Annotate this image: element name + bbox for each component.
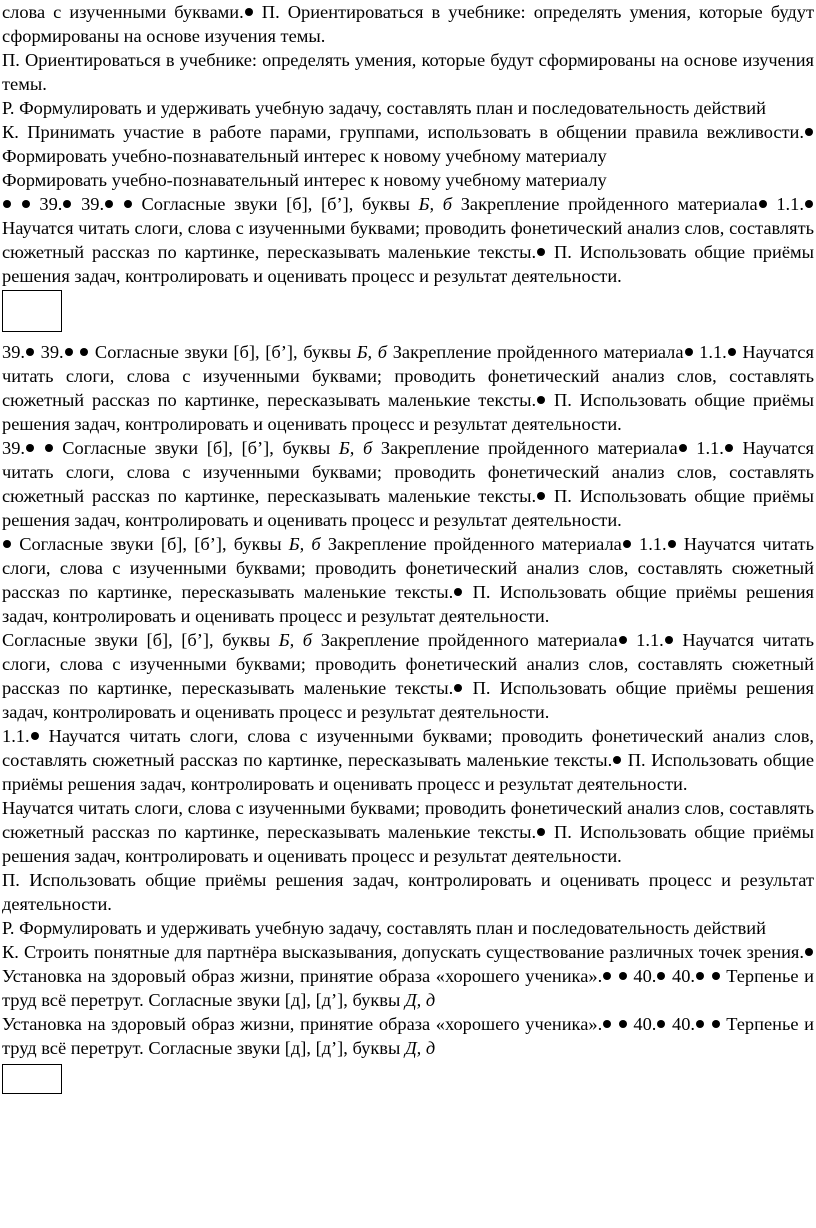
bullet-icon xyxy=(712,1020,720,1028)
text: слова с изученными буквами. xyxy=(2,2,244,22)
text: Б, б xyxy=(418,194,452,214)
bullet-icon xyxy=(454,588,462,596)
bullet-icon xyxy=(696,972,704,980)
bullet-icon xyxy=(22,200,30,208)
text: 39. xyxy=(81,194,105,214)
text: Д, д xyxy=(404,1038,436,1058)
bullet-icon xyxy=(619,1020,627,1028)
text: Научатся читать слоги, слова с изученными буквами; проводить фонетический анализ слов, составлять сюжетный рассказ по картинке, пересказывать маленькие тексты. xyxy=(2,630,815,698)
bullet-icon xyxy=(619,636,627,644)
bullet-icon xyxy=(45,444,53,452)
text: П. Использовать общие приёмы решения задач, контролировать и оценивать процесс и результат деятельности. xyxy=(2,242,814,286)
paragraph-4 xyxy=(0,120,816,168)
text: П. Использовать общие приёмы решения задач, контролировать и оценивать процесс и результат деятельности. xyxy=(2,750,814,794)
paragraph-8 xyxy=(0,436,816,532)
bullet-icon xyxy=(537,492,545,500)
text: П. Использовать общие приёмы решения задач, контролировать и оценивать процесс и результат деятельности. xyxy=(2,870,814,914)
paragraph-15 xyxy=(0,940,816,1012)
paragraph-11 xyxy=(0,724,816,796)
text: 1.1. xyxy=(636,630,664,650)
bullet-icon xyxy=(537,396,545,404)
bullet-icon xyxy=(696,1020,704,1028)
text: П. Использовать общие приёмы решения задач, контролировать и оценивать процесс и результат деятельности. xyxy=(2,390,814,434)
text: Установка на здоровый образ жизни, принятие образа «хорошего ученика». xyxy=(2,1014,603,1034)
bullet-icon xyxy=(657,972,665,980)
bullet-icon xyxy=(245,8,253,16)
bullet-icon xyxy=(80,348,88,356)
text: Научатся читать слоги, слова с изученными буквами; проводить фонетический анализ слов, составлять сюжетный рассказ по картинке, пересказывать маленькие тексты. xyxy=(2,438,814,506)
text: П. Использовать общие приёмы решения задач, контролировать и оценивать процесс и результат деятельности. xyxy=(2,486,814,530)
text: 39. xyxy=(40,342,64,362)
text: 40. xyxy=(672,966,695,986)
paragraph-2 xyxy=(0,48,816,96)
bullet-icon xyxy=(613,756,621,764)
paragraph-10 xyxy=(0,628,816,724)
paragraph-14 xyxy=(0,916,816,940)
bullet-icon xyxy=(805,128,813,136)
text: 39. xyxy=(2,342,25,362)
bullet-icon xyxy=(3,540,11,548)
text: 40. xyxy=(633,1014,657,1034)
text: Закрепление пройденного материала xyxy=(460,194,758,214)
bullet-icon xyxy=(26,348,34,356)
text: Согласные звуки [б], [б’], буквы xyxy=(62,438,331,458)
text: Р. Формулировать и удерживать учебную задачу, составлять план и последовательность действий xyxy=(2,98,766,118)
empty-box xyxy=(2,290,62,332)
text: Формировать учебно-познавательный интерес к новому учебному материалу xyxy=(2,146,607,166)
paragraph-1 xyxy=(0,0,816,48)
bullet-icon xyxy=(603,1020,611,1028)
paragraph-12 xyxy=(0,796,816,868)
paragraph-6 xyxy=(0,192,816,288)
text: Закрепление пройденного материала xyxy=(380,438,678,458)
bullet-icon xyxy=(728,348,736,356)
text: Терпенье и труд всё перетрут. xyxy=(2,966,814,1010)
text: Б, б xyxy=(338,438,373,458)
text: Терпенье и труд всё перетрут. xyxy=(2,1014,814,1058)
paragraph-3 xyxy=(0,96,816,120)
bullet-icon xyxy=(685,348,693,356)
text: Формировать учебно-познавательный интерес к новому учебному материалу xyxy=(2,170,607,190)
text: Научатся читать слоги, слова с изученными буквами; проводить фонетический анализ слов, составлять сюжетный рассказ по картинке, пересказывать маленькие тексты. xyxy=(2,726,814,770)
text: П. Ориентироваться в учебнике: определять умения, которые будут сформированы на основе изучения темы. xyxy=(2,2,814,46)
text: 1.1. xyxy=(696,438,724,458)
bullet-icon xyxy=(105,200,113,208)
text: Б, б xyxy=(288,534,321,554)
text: 1.1. xyxy=(776,194,804,214)
text: П. Использовать общие приёмы решения задач, контролировать и оценивать процесс и результат деятельности. xyxy=(2,582,814,626)
paragraph-16 xyxy=(0,1012,816,1060)
text: Согласные звуки [д], [д’], буквы xyxy=(148,1038,401,1058)
bullet-icon xyxy=(759,200,767,208)
text: Согласные звуки [б], [б’], буквы xyxy=(141,194,410,214)
text: 1.1. xyxy=(699,342,727,362)
bullet-icon xyxy=(537,828,545,836)
text: Р. Формулировать и удерживать учебную задачу, составлять план и последовательность действий xyxy=(2,918,766,938)
text: Научатся читать слоги, слова с изученными буквами; проводить фонетический анализ слов, составлять сюжетный рассказ по картинке, пересказывать маленькие тексты. xyxy=(2,218,814,262)
bullet-icon xyxy=(623,540,631,548)
bullet-icon xyxy=(668,540,676,548)
paragraph-7 xyxy=(0,340,816,436)
bullet-icon xyxy=(805,200,813,208)
paragraph-13 xyxy=(0,868,816,916)
text: 1.1. xyxy=(639,534,667,554)
empty-box xyxy=(2,1064,62,1094)
bullet-icon xyxy=(603,972,611,980)
bullet-icon xyxy=(3,200,11,208)
text: Научатся читать слоги, слова с изученными буквами; проводить фонетический анализ слов, составлять сюжетный рассказ по картинке, пересказывать маленькие тексты. xyxy=(2,798,814,842)
paragraph-5 xyxy=(0,168,816,192)
bullet-icon xyxy=(665,636,673,644)
bullet-icon xyxy=(679,444,687,452)
text: Согласные звуки [д], [д’], буквы xyxy=(148,990,401,1010)
text: Научатся читать слоги, слова с изученными буквами; проводить фонетический анализ слов, составлять сюжетный рассказ по картинке, пересказывать маленькие тексты. xyxy=(2,342,814,410)
text: Закрепление пройденного материала xyxy=(392,342,684,362)
text: Б, б xyxy=(278,630,313,650)
bullet-icon xyxy=(454,684,462,692)
text: Установка на здоровый образ жизни, принятие образа «хорошего ученика». xyxy=(2,966,603,986)
text: Б, б xyxy=(356,342,388,362)
text: Закрепление пройденного материала xyxy=(320,630,618,650)
text: Согласные звуки [б], [б’], буквы xyxy=(2,630,271,650)
text: 1.1. xyxy=(2,726,30,746)
text: П. Использовать общие приёмы решения задач, контролировать и оценивать процесс и результат деятельности. xyxy=(2,678,814,722)
text: П. Ориентироваться в учебнике: определять умения, которые будут сформированы на основе изучения темы. xyxy=(2,50,814,94)
bullet-icon xyxy=(657,1020,665,1028)
bullet-icon xyxy=(619,972,627,980)
text: Научатся читать слоги, слова с изученными буквами; проводить фонетический анализ слов, составлять сюжетный рассказ по картинке, пересказывать маленькие тексты. xyxy=(2,534,814,602)
text: 40. xyxy=(672,1014,695,1034)
bullet-icon xyxy=(124,200,132,208)
text: 39. xyxy=(39,194,63,214)
text: К. Принимать участие в работе парами, группами, использовать в общении правила вежливости. xyxy=(2,122,804,142)
paragraph-9 xyxy=(0,532,816,628)
bullet-icon xyxy=(26,444,34,452)
text: Закрепление пройденного материала xyxy=(327,534,622,554)
text: 39. xyxy=(2,438,25,458)
text: П. Использовать общие приёмы решения задач, контролировать и оценивать процесс и результат деятельности. xyxy=(2,822,814,866)
text: Согласные звуки [б], [б’], буквы xyxy=(19,534,282,554)
bullet-icon xyxy=(63,200,71,208)
bullet-icon xyxy=(65,348,73,356)
text: К. Строить понятные для партнёра высказывания, допускать существование различных точек зрения. xyxy=(2,942,804,962)
text: Согласные звуки [б], [б’], буквы xyxy=(94,342,352,362)
text: Д, д xyxy=(404,990,436,1010)
text: 40. xyxy=(633,966,657,986)
bullet-icon xyxy=(725,444,733,452)
bullet-icon xyxy=(712,972,720,980)
bullet-icon xyxy=(537,248,545,256)
bullet-icon xyxy=(805,948,813,956)
bullet-icon xyxy=(31,732,39,740)
